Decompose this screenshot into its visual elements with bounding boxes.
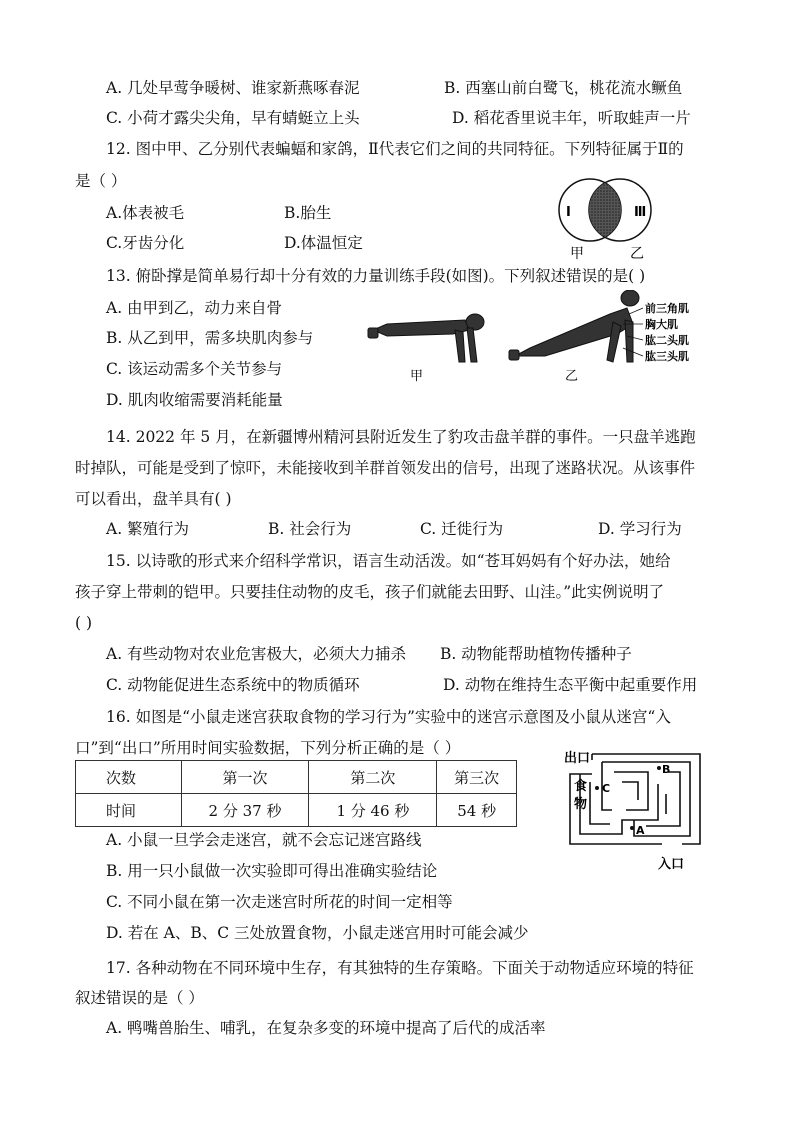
maze-point-b [657,766,661,770]
venn-label-yi: 乙 [630,246,644,262]
q12-option-c: C.牙齿分化 [106,234,185,252]
pushup-position-jia [368,314,484,362]
q15-line1: 15. 以诗歌的形式来介绍科学常识，语言生动活泼。如“苍耳妈妈有个好办法，她给 [106,552,671,570]
table-cell: 时间 [76,794,182,827]
maze-label-b: B [662,763,671,776]
table-header-cell: 第三次 [437,761,517,794]
q14-line1: 14. 2022 年 5 月，在新疆博州精河县附近发生了豹攻击盘羊群的事件。一只盘羊逃跑 [106,428,696,446]
muscle-label-triceps: 肱三头肌 [645,350,689,363]
table-header-cell: 次数 [76,761,182,794]
q11-option-c: C. 小荷才露尖尖角，早有蜻蜓立上头 [106,109,360,127]
q11-option-b: B. 西塞山前白鹭飞，桃花流水鳜鱼 [444,79,683,97]
q14-option-b: B. 社会行为 [268,520,352,538]
venn-label-jia: 甲 [570,246,584,262]
q16-option-a: A. 小鼠一旦学会走迷宫，就不会忘记迷宫路线 [106,831,422,849]
q13-option-b: B. 从乙到甲，需多块肌肉参与 [106,329,314,347]
table-row [76,794,517,827]
q15-option-b: B. 动物能帮助植物传播种子 [440,645,632,663]
q14-line3: 可以看出，盘羊具有( ) [75,490,232,508]
pushup-label-yi: 乙 [565,369,579,384]
q16-maze-figure [562,746,712,874]
q16-line1: 16. 如图是“小鼠走迷宫获取食物的学习行为”实验中的迷宫示意图及小鼠从迷宫“入 [106,708,671,726]
muscle-label-biceps: 肱二头肌 [645,334,689,347]
q17-line1: 17. 各种动物在不同环境中生存，有其独特的生存策略。下面关于动物适应环境的特征 [106,959,694,977]
maze-label-c: C [602,782,611,795]
q12-venn-figure [540,178,670,262]
q13-pushup-figure [365,290,705,385]
q12-stem-line2: 是（ ） [75,172,127,190]
maze-entrance-label: 入口 [658,857,685,872]
q13-option-d: D. 肌肉收缩需要消耗能量 [106,391,283,409]
q16-option-c: C. 不同小鼠在第一次走迷宫时所花的时间一定相等 [106,893,453,911]
maze-walls [570,754,700,844]
q13-stem: 13. 俯卧撑是简单易行却十分有效的力量训练手段(如图)。下列叙述错误的是( ) [106,267,646,285]
q14-option-d: D. 学习行为 [598,520,682,538]
q14-option-c: C. 迁徙行为 [420,520,504,538]
q13-option-c: C. 该运动需多个关节参与 [106,360,283,378]
q16-data-table [75,760,517,827]
q12-option-a: A.体表被毛 [106,204,185,222]
muscle-label-pectoralis: 胸大肌 [645,318,678,331]
pushup-label-jia: 甲 [410,369,424,384]
q11-option-d: D. 稻花香里说丰年，听取蛙声一片 [452,109,691,127]
q15-option-d: D. 动物在维持生态平衡中起重要作用 [443,676,698,694]
q15-line3: ( ) [75,614,93,632]
table-header-row [76,761,517,794]
venn-label-left: Ⅰ [566,205,571,220]
q11-option-a: A. 几处早莺争暖树、谁家新燕啄春泥 [106,79,360,97]
q15-option-a: A. 有些动物对农业危害极大，必须大力捕杀 [106,645,407,663]
q14-line2: 时掉队，可能是受到了惊吓，未能接收到羊群首领发出的信号，出现了迷路状况。从该事件 [75,459,696,477]
maze-exit-label: 出口 [564,751,591,766]
table-header-cell: 第二次 [309,761,437,794]
q14-option-a: A. 繁殖行为 [106,520,190,538]
maze-food-label-2: 物 [574,797,588,812]
maze-label-a: A [636,824,645,837]
table-cell: 54 秒 [437,794,517,827]
q17-option-a: A. 鸭嘴兽胎生、哺乳，在复杂多变的环境中提高了后代的成活率 [106,1019,546,1037]
maze-point-c [595,786,599,790]
pushup-position-yi [509,290,639,362]
q16-option-b: B. 用一只小鼠做一次实验即可得出准确实验结论 [106,862,438,880]
q16-option-d: D. 若在 A、B、C 三处放置食物，小鼠走迷宫用时可能会减少 [106,924,529,942]
q13-option-a: A. 由甲到乙，动力来自骨 [106,299,283,317]
q17-line2: 叙述错误的是（ ） [75,989,204,1007]
q15-line2: 孩子穿上带刺的铠甲。只要挂住动物的皮毛，孩子们就能去田野、山洼。”此实例说明了 [75,583,665,601]
table-header-cell: 第一次 [181,761,309,794]
table-cell: 1 分 46 秒 [309,794,437,827]
q16-line2: 口”到“出口”所用时间实验数据，下列分析正确的是（ ） [75,739,461,757]
q12-stem-line1: 12. 图中甲、乙分别代表蝙蝠和家鸽，Ⅱ代表它们之间的共同特征。下列特征属于Ⅱ的 [106,140,684,158]
table-cell: 2 分 37 秒 [181,794,309,827]
maze-food-label-1: 食 [574,779,588,794]
maze-point-a [630,826,634,830]
muscle-label-front-deltoid: 前三角肌 [645,302,689,315]
q12-option-d: D.体温恒定 [284,234,363,252]
venn-label-right: Ⅲ [634,205,647,220]
q15-option-c: C. 动物能促进生态系统中的物质循环 [106,676,360,694]
q12-option-b: B.胎生 [284,204,332,222]
